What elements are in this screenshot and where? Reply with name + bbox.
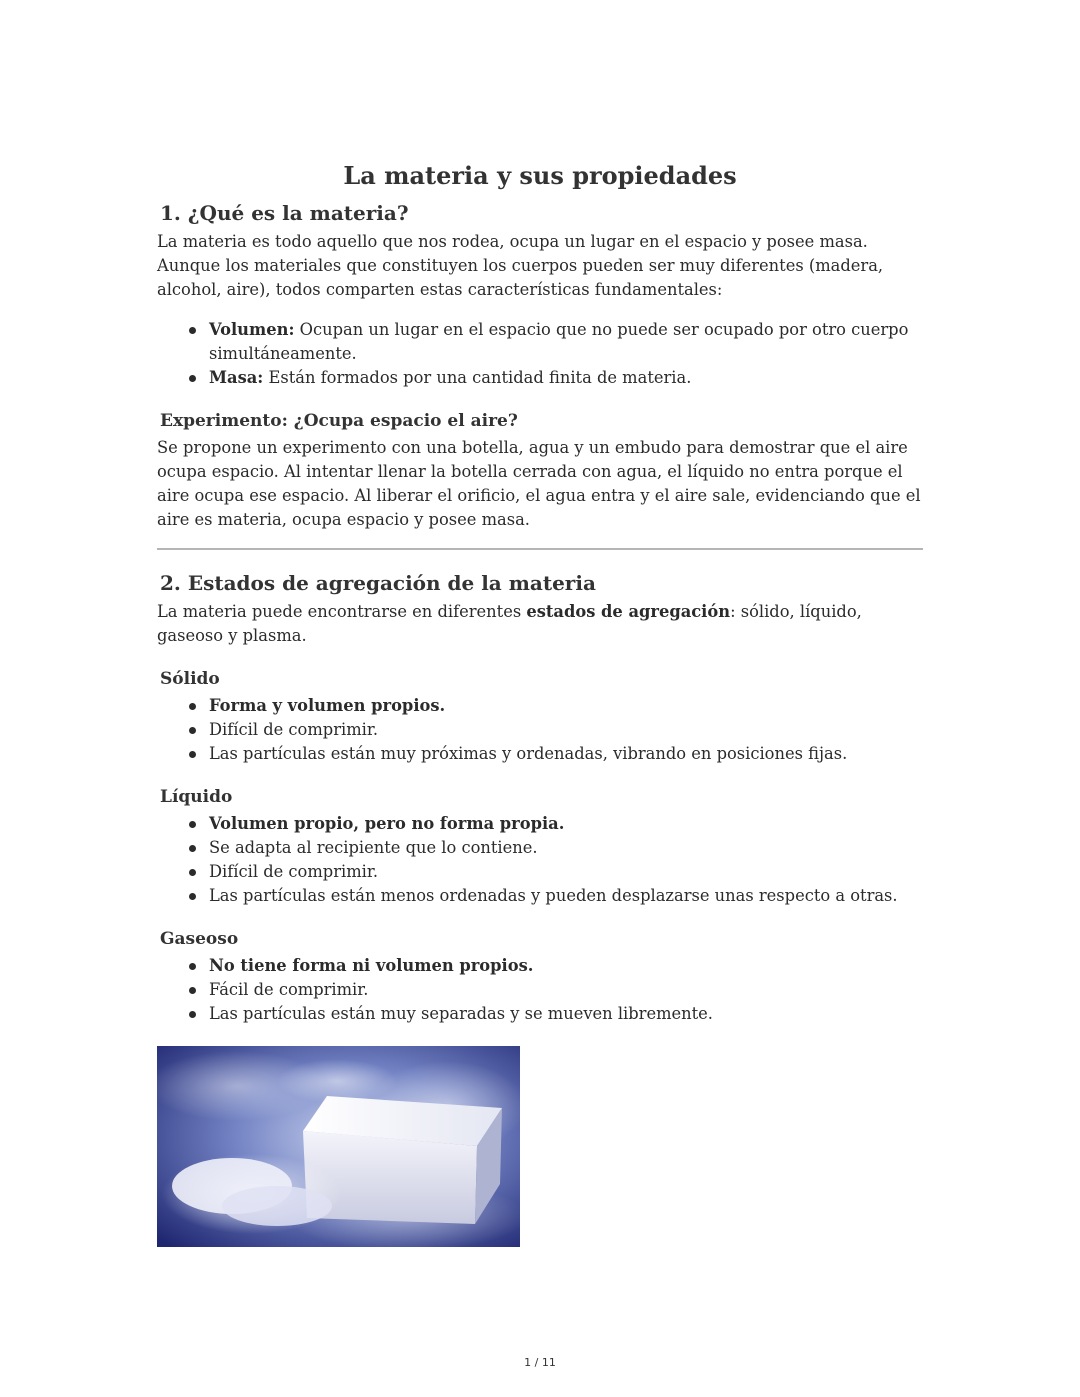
document-page <box>157 160 923 1247</box>
list-item: Difícil de comprimir. <box>209 718 923 742</box>
list-item: Forma y volumen propios. <box>209 694 923 718</box>
section-intro-estados: La materia puede encontrarse en diferentes estados de agregación: sólido, líquido, gaseoso y plasma. <box>157 602 862 645</box>
dry-ice-photo <box>157 1046 520 1247</box>
list-item: Las partículas están menos ordenadas y pueden desplazarse unas respecto a otras. <box>209 884 923 908</box>
experiment-heading: Experimento: ¿Ocupa espacio el aire? <box>160 411 518 431</box>
state-heading-solido: Sólido <box>160 669 220 689</box>
list-item: Las partículas están muy próximas y ordenadas, vibrando en posiciones fijas. <box>209 742 923 766</box>
page-title: La materia y sus propiedades <box>343 161 737 190</box>
section-heading-materia: 1. ¿Qué es la materia? <box>160 201 409 225</box>
list-item: Masa: Están formados por una cantidad finita de materia. <box>209 366 923 390</box>
state-list-liquido <box>157 812 923 908</box>
list-item: Difícil de comprimir. <box>209 860 923 884</box>
properties-list <box>157 318 923 390</box>
state-list-gaseoso <box>157 954 923 1026</box>
section-divider <box>157 548 923 550</box>
page-number: 1 / 11 <box>524 1356 556 1369</box>
section-intro-materia: La materia es todo aquello que nos rodea, ocupa un lugar en el espacio y posee masa. Aunque los materiales que constituyen los cuerpos pueden ser muy diferentes (madera, alcohol, aire), todos comparten estas características fundamentales: <box>157 232 884 299</box>
state-heading-liquido: Líquido <box>160 787 233 807</box>
experiment-text: Se propone un experimento con una botella, agua y un embudo para demostrar que el aire ocupa espacio. Al intentar llenar la botella cerrada con agua, el líquido no entra porque el aire ocupa ese espacio. Al liberar el orificio, el agua entra y el aire sale, evidenciando que el aire es materia, ocupa espacio y posee masa. <box>157 438 921 529</box>
list-item: Volumen propio, pero no forma propia. <box>209 812 923 836</box>
list-item: Se adapta al recipiente que lo contiene. <box>209 836 923 860</box>
section-heading-estados: 2. Estados de agregación de la materia <box>160 571 596 595</box>
list-item: Fácil de comprimir. <box>209 978 923 1002</box>
state-list-solido <box>157 694 923 766</box>
list-item: Las partículas están muy separadas y se mueven libremente. <box>209 1002 923 1026</box>
list-item: No tiene forma ni volumen propios. <box>209 954 923 978</box>
list-item: Volumen: Ocupan un lugar en el espacio que no puede ser ocupado por otro cuerpo simultáneamente. <box>209 318 923 366</box>
state-heading-gaseoso: Gaseoso <box>160 929 239 949</box>
